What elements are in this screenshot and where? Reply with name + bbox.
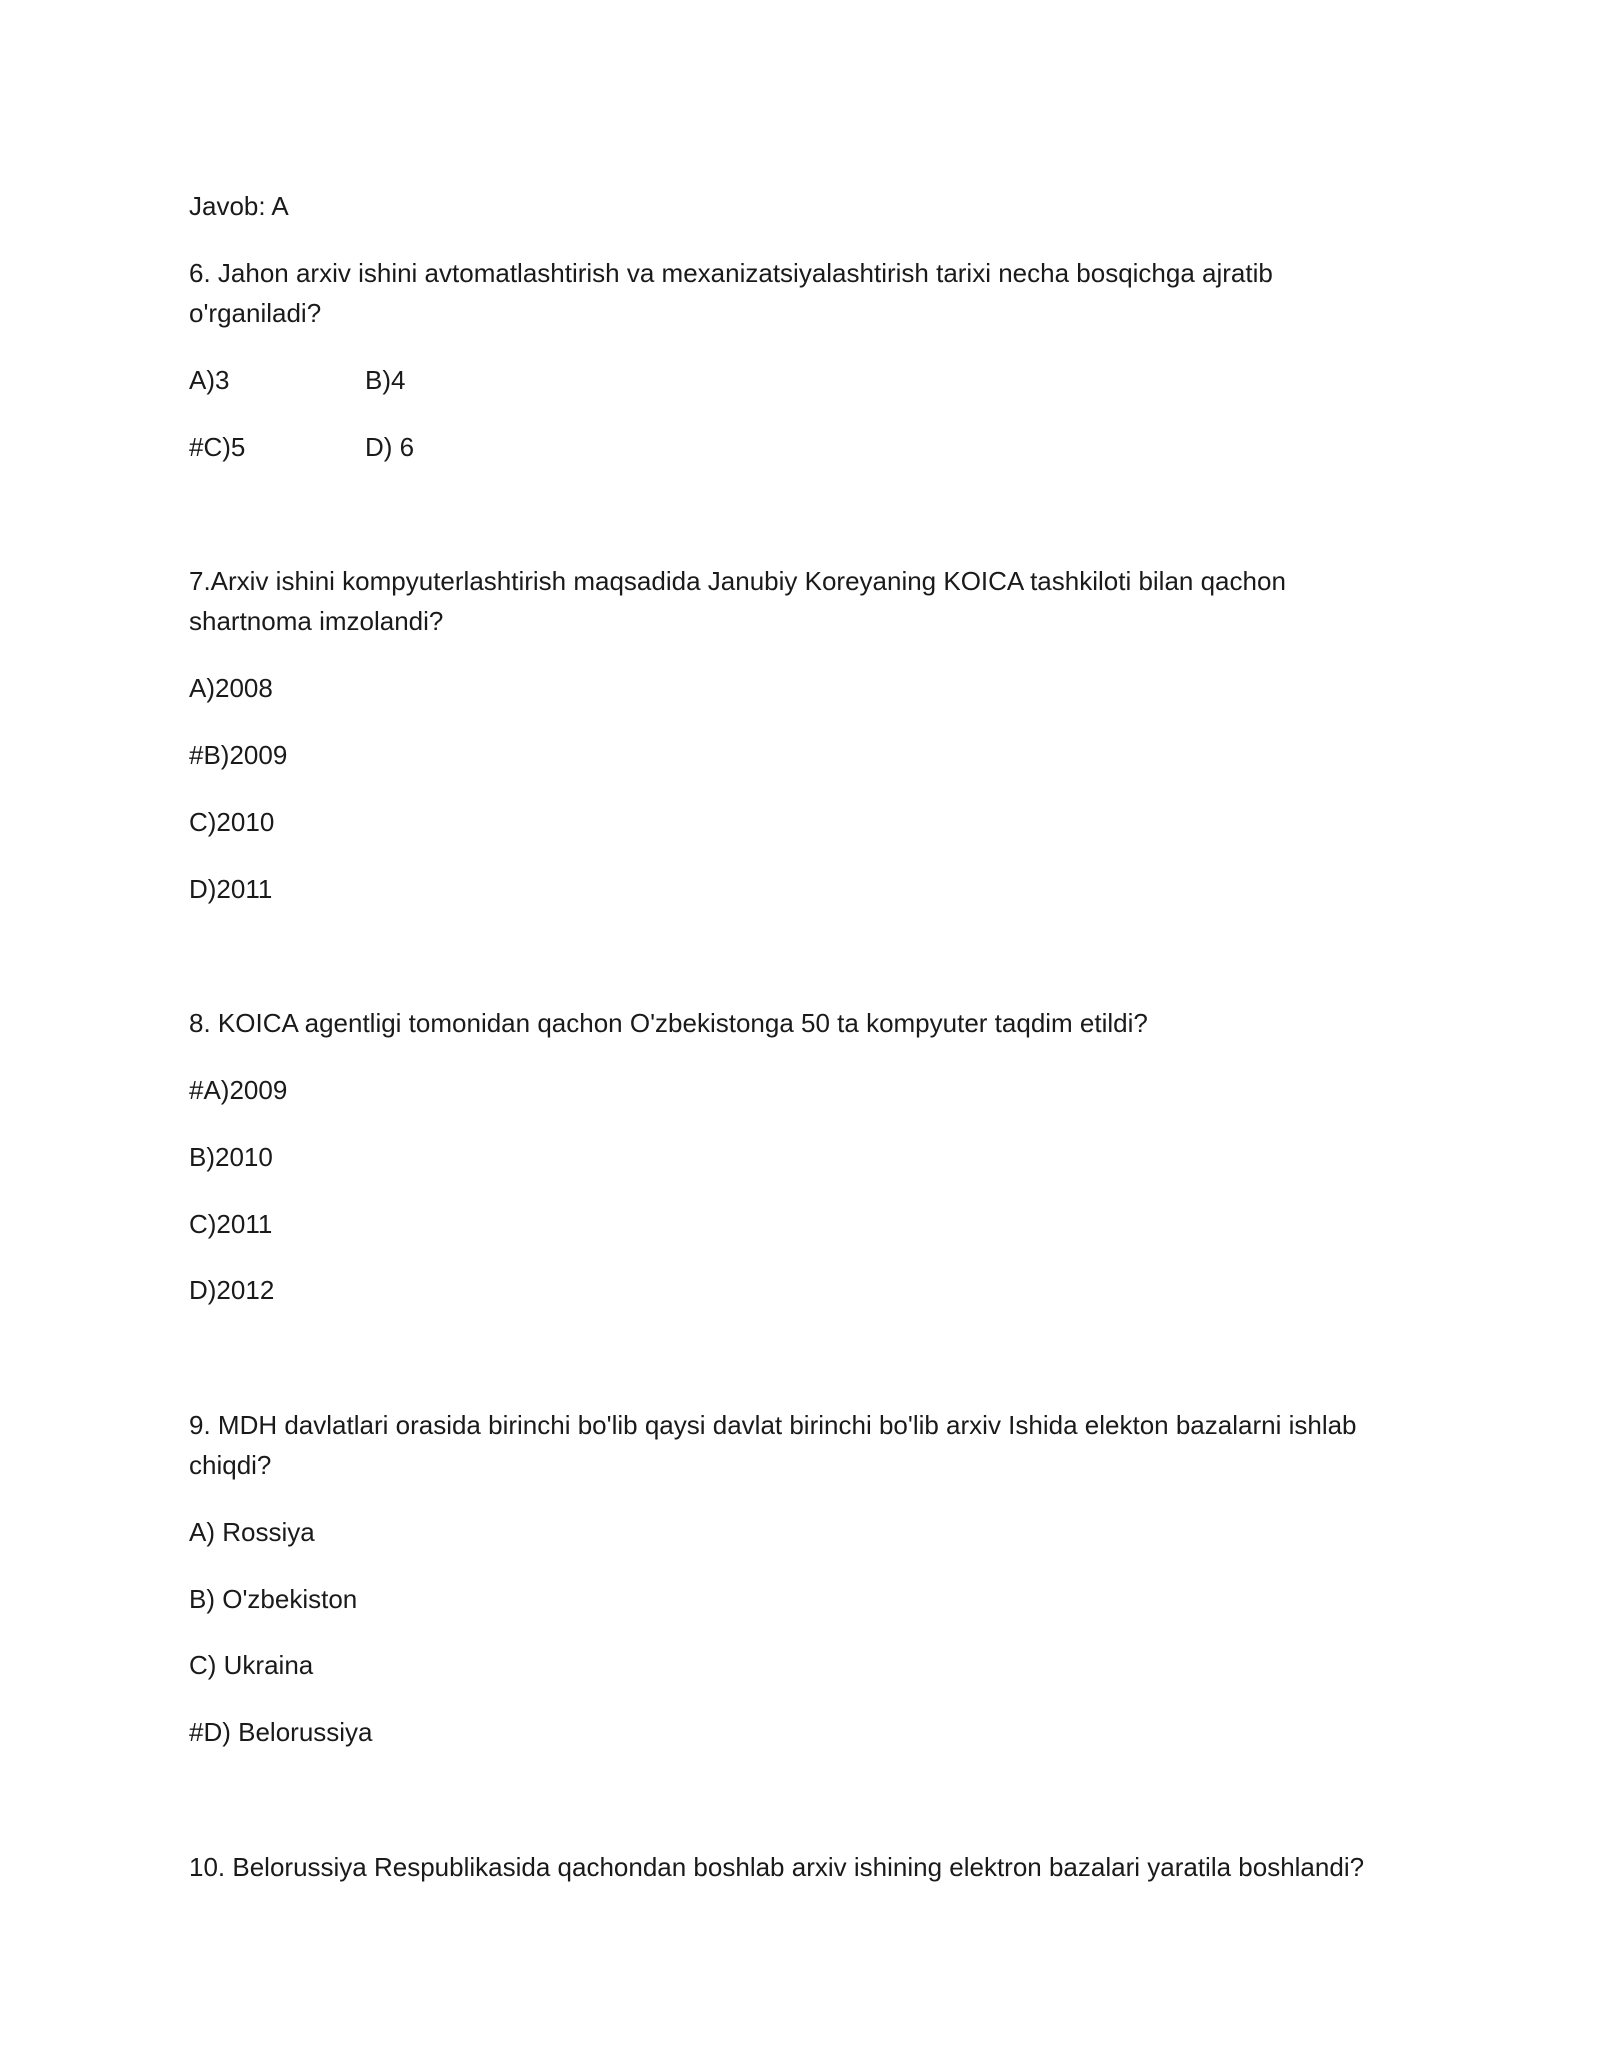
question-6-option-c: #C)5: [189, 432, 246, 462]
question-8-option-a: #A)2009: [189, 1075, 288, 1105]
question-7-option-c: C)2010: [189, 807, 275, 837]
question-6-option-b: B)4: [365, 365, 406, 395]
question-7-option-d: D)2011: [189, 874, 273, 904]
question-7-option-b: #B)2009: [189, 740, 288, 770]
question-9-option-c: C) Ukraina: [189, 1650, 314, 1680]
previous-answer: Javob: A: [189, 191, 289, 221]
question-6-text: 6. Jahon arxiv ishini avtomatlashtirish va mexanizatsiyalashtirish tarixi necha bosqichga ajratib o'rganiladi?: [189, 258, 1273, 328]
question-6-option-d: D) 6: [365, 432, 415, 462]
question-9-text: 9. MDH davlatlari orasida birinchi bo'lib qaysi davlat birinchi bo'lib arxiv Ishida elekton bazalarni ishlab chiqdi?: [189, 1410, 1357, 1480]
question-8-text: 8. KOICA agentligi tomonidan qachon O'zbekistonga 50 ta kompyuter taqdim etildi?: [189, 1008, 1148, 1038]
question-9-option-b: B) O'zbekiston: [189, 1584, 358, 1614]
question-6-option-a: A)3: [189, 365, 230, 395]
question-8-option-d: D)2012: [189, 1275, 275, 1305]
question-8-option-b: B)2010: [189, 1142, 273, 1172]
question-9-option-d: #D) Belorussiya: [189, 1717, 373, 1747]
question-7-option-a: A)2008: [189, 673, 273, 703]
question-7-text: 7.Arxiv ishini kompyuterlashtirish maqsadida Janubiy Koreyaning KOICA tashkiloti bilan qachon shartnoma imzolandi?: [189, 566, 1286, 636]
question-10-text: 10. Belorussiya Respublikasida qachondan boshlab arxiv ishining elektron bazalari yaratila boshlandi?: [189, 1852, 1365, 1882]
question-9-option-a: A) Rossiya: [189, 1517, 315, 1547]
question-8-option-c: C)2011: [189, 1209, 273, 1239]
